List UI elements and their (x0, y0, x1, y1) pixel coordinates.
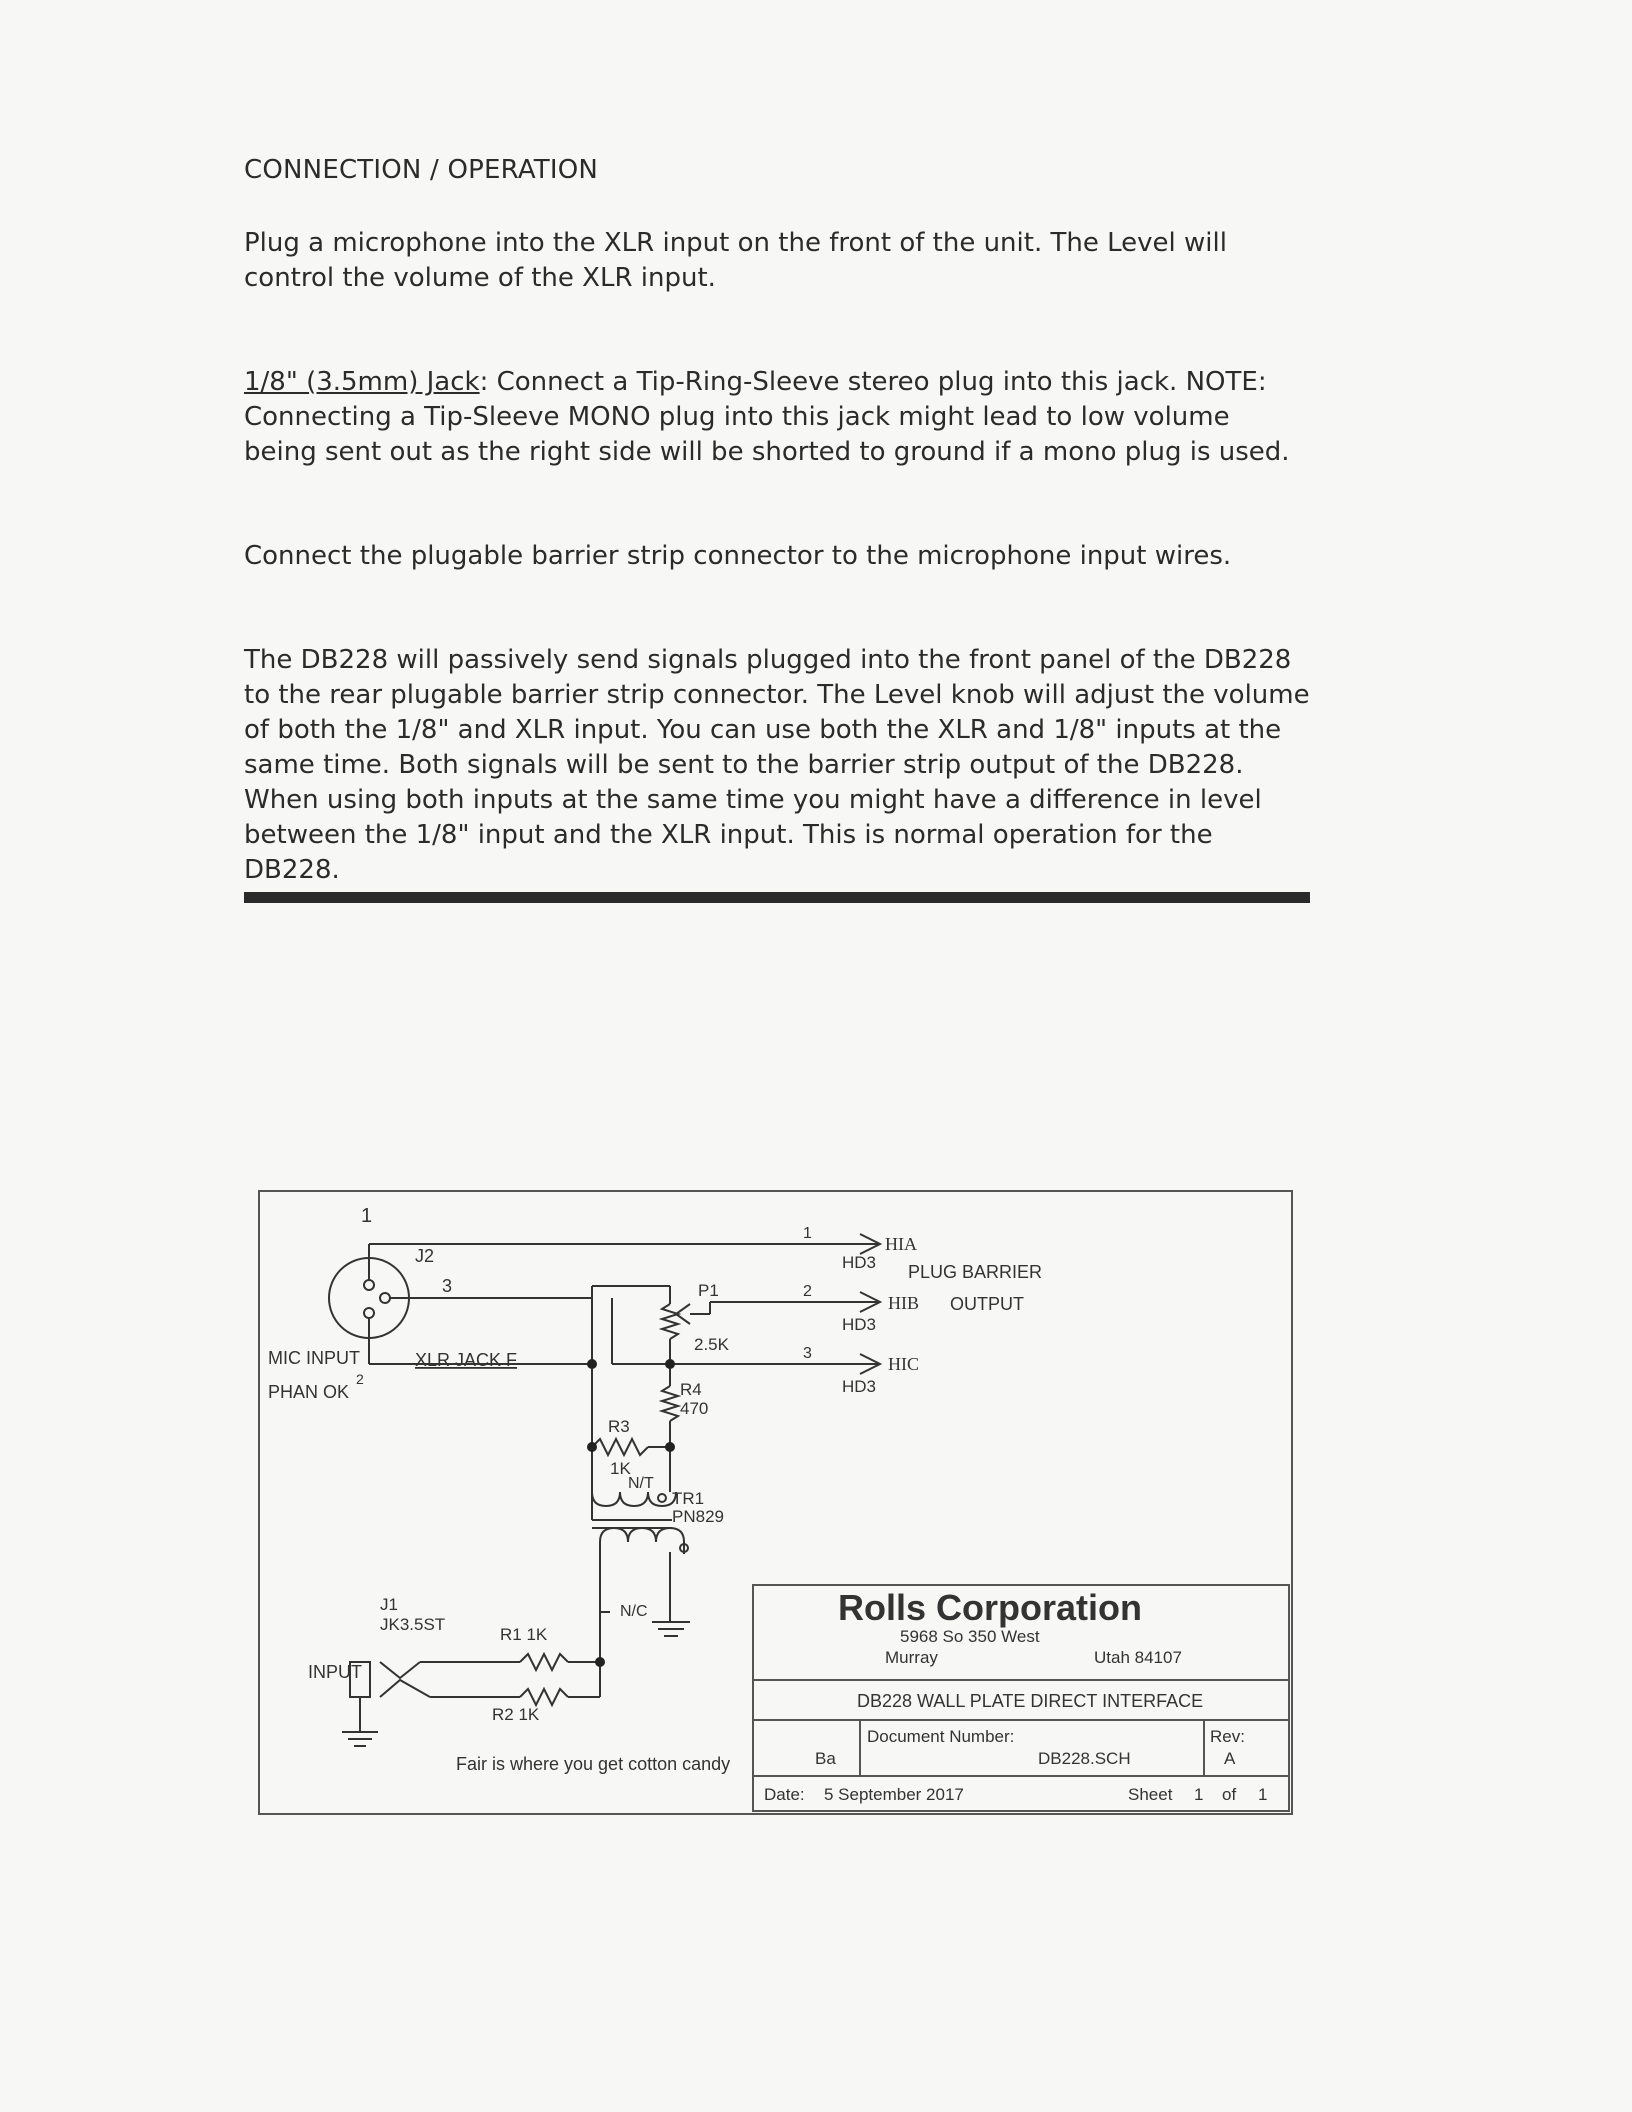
date-value: 5 September 2017 (824, 1785, 964, 1804)
doc-number-value: DB228.SCH (1038, 1749, 1131, 1768)
r1-label: R1 1K (500, 1625, 548, 1644)
out-pin3-label: 3 (803, 1345, 812, 1362)
company-state-zip: Utah 84107 (1094, 1648, 1182, 1667)
nt-label: N/T (628, 1475, 654, 1492)
paragraph-jack (244, 365, 1310, 470)
j1-value-label: JK3.5ST (380, 1615, 446, 1634)
r4-value-label: 470 (680, 1399, 709, 1418)
mic-input-label: MIC INPUT (268, 1348, 360, 1368)
jack-text: : Connect a Tip-Ring-Sleeve stereo plug into this jack. NOTE: Connecting a Tip-Sleeve MONO plug into this jack might lead to low volume being sent out as the right side will be shorted to ground if a mono plug is used. (244, 367, 1290, 467)
p1-label: P1 (698, 1281, 719, 1300)
schematic-note: Fair is where you get cotton candy (456, 1754, 731, 1774)
sheet-label: Sheet (1128, 1785, 1173, 1804)
rev-value: A (1224, 1749, 1236, 1768)
date-label: Date: (764, 1785, 805, 1804)
tr1-label: TR1 (672, 1489, 705, 1508)
of-label: of (1222, 1785, 1237, 1804)
j1-label: J1 (380, 1595, 398, 1614)
drawing-title: DB228 WALL PLATE DIRECT INTERFACE (857, 1691, 1204, 1711)
hic-label: HIC (888, 1354, 919, 1374)
input-label: INPUT (308, 1662, 362, 1682)
hd3-a-label: HD3 (842, 1253, 877, 1272)
p1-value-label: 2.5K (694, 1335, 729, 1354)
xlr-pin1-label: 1 (361, 1205, 373, 1227)
output-label: OUTPUT (950, 1294, 1024, 1314)
r3-value-label: 1K (610, 1459, 631, 1478)
sheet-value: 1 (1194, 1785, 1204, 1804)
schematic-diagram (260, 1192, 1291, 1813)
xlr-jack-label: XLR JACK F (415, 1350, 518, 1370)
company-name: Rolls Corporation (838, 1587, 1142, 1628)
plug-barrier-label: PLUG BARRIER (908, 1262, 1043, 1282)
r3-label: R3 (608, 1417, 630, 1436)
paragraph-barrier: Connect the plugable barrier strip connector to the microphone input wires. (244, 541, 1232, 571)
hib-label: HIB (888, 1293, 919, 1313)
out-pin2-label: 2 (803, 1283, 812, 1300)
company-city: Murray (885, 1648, 938, 1667)
r4-label: R4 (680, 1380, 702, 1399)
sheet-size-label: Ba (815, 1749, 836, 1768)
divider-rule (244, 892, 1310, 903)
rev-label: Rev: (1210, 1727, 1245, 1746)
doc-number-label: Document Number: (867, 1727, 1015, 1746)
paragraph-xlr: Plug a microphone into the XLR input on the front of the unit. The Level will control the volume of the XLR input. (244, 228, 1227, 293)
hia-label: HIA (885, 1234, 917, 1254)
j2-label: J2 (415, 1246, 435, 1266)
paragraph-operation: The DB228 will passively send signals plugged into the front panel of the DB228 to the rear plugable barrier strip connector. The Level knob will adjust the volume of both the 1/8" and XLR input. You can use both the XLR and 1/8" inputs at the same time. Both signals will be sent to the barrier strip output of the DB228. When using both inputs at the same time you might have a difference in level between the 1/8" input and the XLR input. This is normal operation for the DB228. (244, 645, 1310, 885)
nc-label: N/C (620, 1603, 648, 1620)
schematic-frame (258, 1190, 1293, 1815)
tr1-value-label: PN829 (672, 1507, 724, 1526)
jack-label: 1/8" (3.5mm) Jack (244, 367, 480, 397)
section-heading: CONNECTION / OPERATION (244, 155, 599, 185)
hd3-c-label: HD3 (842, 1377, 877, 1396)
of-value: 1 (1258, 1785, 1268, 1804)
company-address: 5968 So 350 West (900, 1627, 1040, 1646)
r2-label: R2 1K (492, 1705, 540, 1724)
hd3-b-label: HD3 (842, 1315, 877, 1334)
xlr-pin3-label: 3 (442, 1276, 453, 1296)
phan-ok-label: PHAN OK (268, 1382, 350, 1402)
xlr-pin2-label: 2 (356, 1371, 364, 1387)
out-pin1-label: 1 (803, 1225, 812, 1242)
